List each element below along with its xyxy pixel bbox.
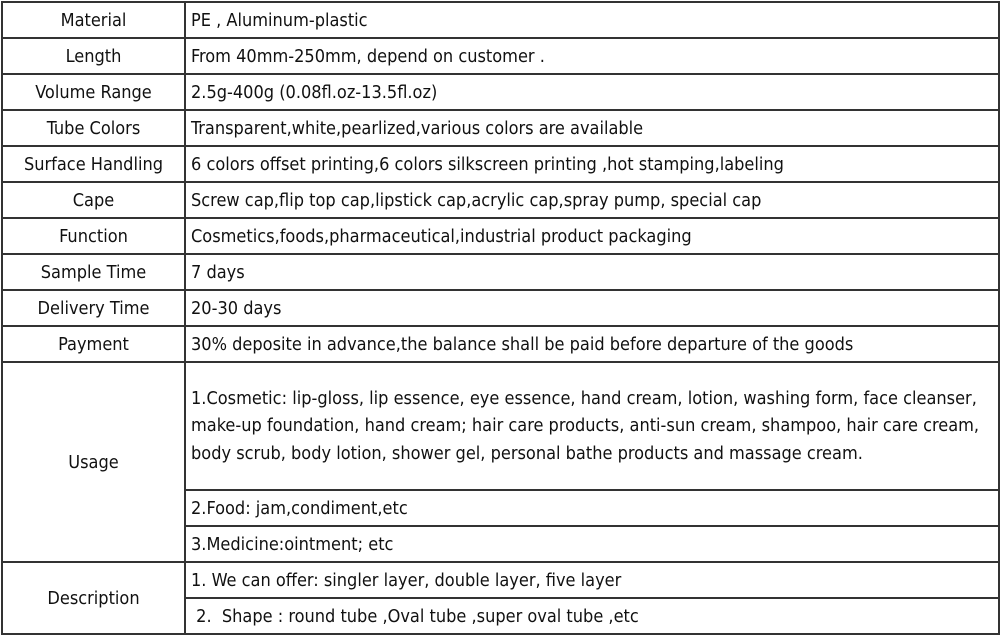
description-item-shape: 2. Shape : round tube ,Oval tube ,super oval tube ,etc <box>185 598 999 634</box>
spec-row-tube-colors <box>2 110 999 146</box>
spec-value: From 40mm-250mm, depend on customer . <box>185 38 999 74</box>
spec-row-volume-range <box>2 74 999 110</box>
spec-value: Screw cap,flip top cap,lipstick cap,acrylic cap,spray pump, special cap <box>185 182 999 218</box>
spec-value: 2.5g-400g (0.08fl.oz-13.5fl.oz) <box>185 74 999 110</box>
usage-item-cosmetic: 1.Cosmetic: lip-gloss, lip essence, eye essence, hand cream, lotion, washing form, face cleanser, make-up foundation, hand cream; hair care products, anti-sun cream, shampoo, hair care cream, body scrub, body lotion, shower gel, personal bathe products and massage cream. <box>185 362 999 490</box>
spec-label: Surface Handling <box>2 146 185 182</box>
spec-value: 6 colors offset printing,6 colors silkscreen printing ,hot stamping,labeling <box>185 146 999 182</box>
spec-label: Material <box>2 2 185 38</box>
spec-row-delivery-time <box>2 290 999 326</box>
description-item-layers: 1. We can offer: singler layer, double layer, five layer <box>185 562 999 598</box>
usage-label: Usage <box>2 362 185 562</box>
description-label: Description <box>2 562 185 634</box>
spec-row-surface-handling <box>2 146 999 182</box>
spec-label: Delivery Time <box>2 290 185 326</box>
spec-row-function <box>2 218 999 254</box>
spec-label: Sample Time <box>2 254 185 290</box>
spec-row-sample-time <box>2 254 999 290</box>
spec-row-payment <box>2 326 999 362</box>
spec-row-usage <box>2 362 999 490</box>
spec-row-cape <box>2 182 999 218</box>
spec-label: Tube Colors <box>2 110 185 146</box>
spec-value: 7 days <box>185 254 999 290</box>
spec-label: Payment <box>2 326 185 362</box>
spec-value: 30% deposite in advance,the balance shall be paid before departure of the goods <box>185 326 999 362</box>
spec-value: Transparent,white,pearlized,various colors are available <box>185 110 999 146</box>
usage-item-food: 2.Food: jam,condiment,etc <box>185 490 999 526</box>
spec-label: Function <box>2 218 185 254</box>
usage-item-medicine: 3.Medicine:ointment; etc <box>185 526 999 562</box>
spec-row-length <box>2 38 999 74</box>
spec-row-description <box>2 562 999 598</box>
spec-value: Cosmetics,foods,pharmaceutical,industrial product packaging <box>185 218 999 254</box>
spec-label: Volume Range <box>2 74 185 110</box>
product-spec-table <box>1 1 1000 635</box>
spec-value: PE , Aluminum-plastic <box>185 2 999 38</box>
spec-label: Cape <box>2 182 185 218</box>
spec-label: Length <box>2 38 185 74</box>
spec-row-material <box>2 2 999 38</box>
spec-value: 20-30 days <box>185 290 999 326</box>
